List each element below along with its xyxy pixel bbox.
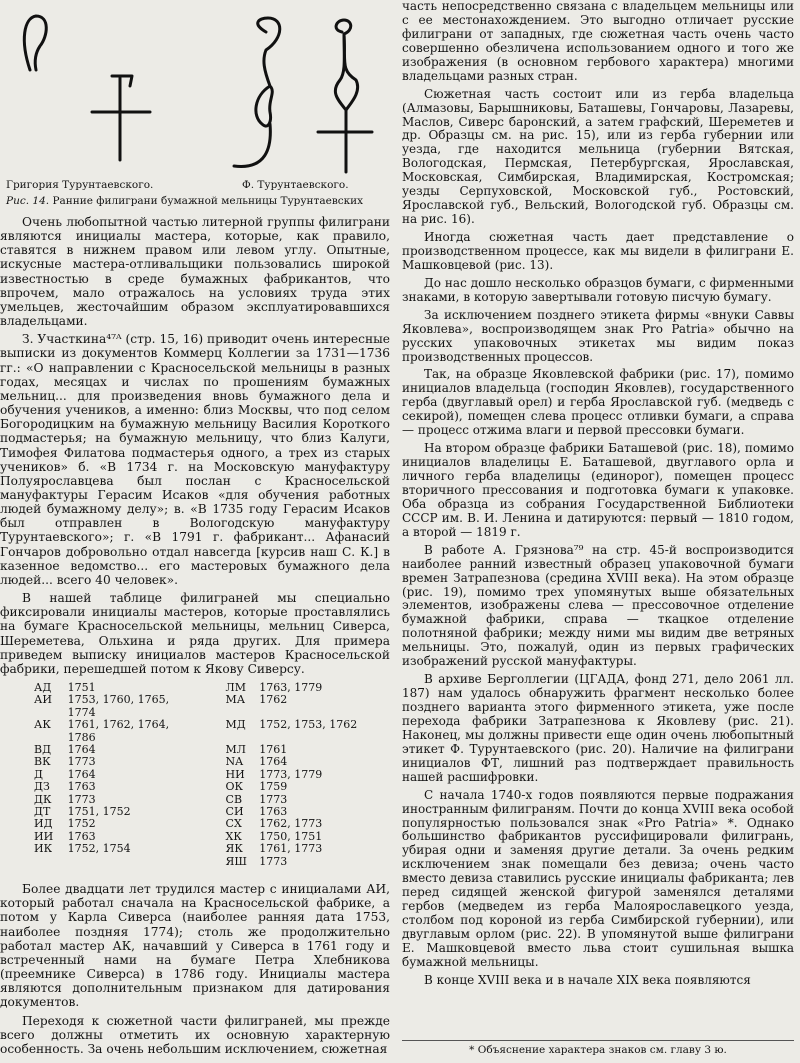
initials-cell: МД xyxy=(225,718,246,732)
table-gap xyxy=(198,806,225,818)
years-cell: 1761 xyxy=(259,743,288,757)
initials-cell: АИ xyxy=(34,693,52,707)
figure-14 xyxy=(0,0,390,215)
years-cell: 1750, 1751 xyxy=(259,829,323,843)
paragraph: Сюжетная часть состоит или из герба владельца (Алмазовы, Барышниковы, Баташевы, Гончаровы, Лазаревы, Маслов, Сиверс баронский, а затем графский, Шереметев и др. Образцы см. на рис. 15), или из герба губернии или уезда, где находится мельница (губернии Вятская, Вологодская, Пермская, Петербургская, Ярославская, Московская, Симбирская, Владимирская, Костромская; уезды Серпуховской, Московской губ., Ростовский, Ярославской губ., Вельский, Вологодской губ. Образцы см. на рис. 16). xyxy=(402,86,794,227)
years-cell: 1773 xyxy=(67,755,96,769)
right-column xyxy=(402,0,794,992)
initials-cell: ХК xyxy=(225,829,242,843)
paragraph: Переходя к сюжетной части филиграней, мы прежде всего должны отметить их основную характерную особенность. За очень небольшим исключением, сюжетная xyxy=(0,1013,390,1056)
paragraph: Очень любопытной частью литерной группы филиграни являются инициалы мастера, которые, как правило, ставятся в нижнем правом или левом углу. Опытные, искусные мастера-отливальщики пользовались широкой известностью в среде бумажных фабрикантов, что впрочем, мало отражалось на условиях труда этих умельцев, жесточайшим образом эксплуатировавшихся владельцами. xyxy=(0,215,390,329)
paragraph: Более двадцати лет трудился мастер с инициалами АИ, который работал сначала на Красносельской фабрике, а потом у Карла Сиверса (наиболее ранняя дата 1753, наиболее поздняя 1774); столь же продолжительно работал мастер АК, начавший у Сиверса в 1761 году и встреченный нами на бумаге Петра Хлебникова (преемнике Сиверса) в 1786 году. Инициалы мастера являются дополнительным признаком для датирования документов. xyxy=(0,882,390,1010)
initials-cell: АД xyxy=(34,681,52,694)
table-gap xyxy=(198,694,225,719)
years-cell: 1773 xyxy=(259,792,288,806)
initials-cell: ИД xyxy=(34,817,53,831)
years-cell: 1761, 1762, 1764, 1786 xyxy=(67,718,170,744)
years-cell: 1773 xyxy=(259,854,288,868)
years-cell: 1763 xyxy=(67,829,96,843)
footnote: * Объяснение характера знаков см. главу 3 ю. xyxy=(402,1040,794,1056)
initials-cell xyxy=(34,856,68,868)
table-row xyxy=(34,843,390,855)
paragraph: За исключением позднего этикета фирмы «внуки Саввы Яковлева», воспроизводящем знак Pro Patria» обычно на русских упаковочных этикетах мы видим показ производственных процессов. xyxy=(402,307,794,364)
initials-cell: ЯШ xyxy=(225,854,247,868)
table-gap xyxy=(198,818,225,830)
initials-cell: NA xyxy=(225,755,244,769)
initials-cell: Д xyxy=(34,767,43,781)
initials-cell: ОК xyxy=(225,780,244,794)
initials-cell: ИК xyxy=(34,842,53,856)
table-gap xyxy=(198,856,225,868)
initials-cell: ДЗ xyxy=(34,780,50,794)
table-row xyxy=(34,856,390,868)
paragraph: Иногда сюжетная часть дает представление о производственном процессе, как мы видели в филиграни Е. Машковцевой (рис. 13). xyxy=(402,230,794,272)
paragraph: В архиве Берголлегии (ЦГАДА, фонд 271, дело 2061 лл. 187) нам удалось обнаружить фрагмент несколько более позднего варианта этого фирменного этикета, уже после перехода фабрики Затрапезнова к Яковлеву (рис. 21). Наконец, мы должны привести еще один очень любопытный этикет Ф. Турунтаевского (рис. 20). Наличие на филиграни инициалов ФТ, лишний раз подтверждает правильность нашей расшифровки. xyxy=(402,672,794,784)
table-gap xyxy=(198,682,225,694)
paragraph: С начала 1740-х годов появляются первые подражания иностранным филиграням. Почти до конца XVIII века особой популярностью пользовался знак «Pro Patria» *. Однако большинство фабрикантов руссифицировали филигрань, убирая одни и заменяя другие детали. За очень редким исключением знак помещали без девиза; очень часто вместо девиза ставились русские инициалы фабриканта; лев перед сидящей женской фигурой заменялся деталями гербов (медведем из герба Малоярославецкого уезда, столбом под короной из герба Симбирской губернии), или двуглавым орлом (рис. 22). В упомянутой выше филиграни Е. Машковцевой вместо льва стоит сушильная вышка бумажной мельницы. xyxy=(402,787,794,969)
right-body xyxy=(402,0,794,988)
paragraph: Так, на образце Яковлевской фабрики (рис. 17), помимо инициалов владельца (господин Яковлев), государственного герба (двуглавый орел) и герба Ярославской губ. (медведь с секирой), помещен слева процесс отливки бумаги, а справа — процесс отжима влаги и первой прессовки бумаги. xyxy=(402,367,794,438)
years-cell: 1752, 1753, 1762 xyxy=(259,718,358,732)
years-cell: 1764 xyxy=(67,743,96,757)
paragraph: часть непосредственно связана с владельцем мельницы или с ее местонахождением. Это выгодно отличает русские филиграни от западных, где сюжетная часть очень часто совершенно обезличена использованием одного и того же изображения (в основном гербового характера) многими владельцами разных стран. xyxy=(402,0,794,83)
initials-cell: ВК xyxy=(34,755,51,769)
watermark-drawings xyxy=(0,0,390,180)
table-gap xyxy=(198,794,225,806)
initials-cell: МЛ xyxy=(225,743,246,757)
initials-cell: ЛМ xyxy=(225,681,246,694)
years-cell: 1751, 1752 xyxy=(67,805,131,819)
table-row xyxy=(34,756,390,768)
initials-cell: СХ xyxy=(225,817,242,831)
initials-cell: МА xyxy=(225,693,246,707)
years-cell: 1763 xyxy=(259,805,288,819)
table-gap xyxy=(198,831,225,843)
years-cell: 1751 xyxy=(67,681,96,694)
years-cell: 1752, 1754 xyxy=(67,842,131,856)
table-row xyxy=(34,818,390,830)
initials-cell: НИ xyxy=(225,767,245,781)
years-cell: 1773 xyxy=(67,792,96,806)
paragraph: В нашей таблице филиграней мы специально фиксировали инициалы мастеров, которые проставлялись на бумаге Красносельской мельницы, мельниц Сиверса, Шереметева, Ольхина и ряда других. Для примера приведем выписку инициалов мастеров Красносельской фабрики, перешедшей потом к Якову Сиверсу. xyxy=(0,591,390,676)
left-column xyxy=(0,0,390,1060)
watermark-gt-loop xyxy=(24,16,46,70)
table-gap xyxy=(198,744,225,756)
years-cell: 1773, 1779 xyxy=(259,767,323,781)
caption-gt: Григория Турунтаевского. xyxy=(6,179,154,191)
table-gap xyxy=(198,843,225,855)
years-cell: 1761, 1773 xyxy=(259,842,323,856)
table-gap xyxy=(198,756,225,768)
watermark-ft-right xyxy=(318,20,372,172)
table-row xyxy=(34,719,390,744)
initials-cell: ИИ xyxy=(34,829,54,843)
paragraph: До нас дошло несколько образцов бумаги, с фирменными знаками, в которую завертывали готовую писчую бумагу. xyxy=(402,275,794,304)
left-body xyxy=(0,215,390,1056)
caption-text: Ранние филиграни бумажной мельницы Турунтаевских xyxy=(52,195,364,207)
paragraph: На втором образце фабрики Баташевой (рис. 18), помимо инициалов владелицы Е. Баташевой, двуглавого орла и личного герба владелицы (единорог), помещен процесс вторичного прессования и подготовка бумаги к упаковке. Оба образца из собрания Государственной Библиотеки СССР им. В. И. Ленина и датируются: первый — 1810 годом, а второй — 1819 г. xyxy=(402,441,794,539)
initials-cell: ЯК xyxy=(225,842,243,856)
table-gap xyxy=(198,769,225,781)
years-cell: 1763, 1779 xyxy=(259,681,323,694)
table-row xyxy=(34,694,390,719)
table-row xyxy=(34,781,390,793)
figure-caption xyxy=(6,195,363,207)
table-gap xyxy=(198,719,225,744)
initials-cell: ДК xyxy=(34,792,52,806)
years-cell xyxy=(68,856,199,868)
years-cell: 1759 xyxy=(259,780,288,794)
watermark-ft-left xyxy=(234,18,280,166)
initials-cell: ДТ xyxy=(34,805,51,819)
years-cell: 1762, 1773 xyxy=(259,817,323,831)
years-cell: 1763 xyxy=(67,780,96,794)
paragraph: В работе А. Грязнова⁷⁹ на стр. 45-й воспроизводится наиболее ранний известный образец упаковочной бумаги времен Затрапезнова (средина XVIII века). На этом образце (рис. 19), помимо трех упомянутых выше обязательных элементов, изображены слева — прессовочное отделение бумажной фабрики, справа — ткацкое отделение полотняной фабрики; между ними мы видим две ветряных мельницы. Это, пожалуй, один из первых графических изображений русской мануфактуры. xyxy=(402,542,794,669)
caption-ft: Ф. Турунтаевского. xyxy=(242,179,349,191)
paragraph: В конце XVIII века и в начале XIX века появляются xyxy=(424,972,751,987)
years-cell: 1764 xyxy=(67,767,96,781)
watermark-gt-cross xyxy=(92,76,150,160)
initials-cell: АК xyxy=(34,718,51,732)
initials-cell: ВД xyxy=(34,743,52,757)
initials-cell: СВ xyxy=(225,792,243,806)
years-cell: 1764 xyxy=(259,755,288,769)
caption-label: Рис. 14. xyxy=(6,195,50,207)
years-cell: 1753, 1760, 1765, 1774 xyxy=(67,693,170,719)
table-gap xyxy=(198,781,225,793)
years-cell: 1762 xyxy=(259,693,288,707)
paragraph: З. Участкина⁴⁷ᴬ (стр. 15, 16) приводит очень интересные выписки из документов Коммерц Коллегии за 1731—1736 гг.: «О направлении с Красносельской мельницы в разных годах, месяцах и числах по прошениям бумажных мельниц... для произведения вновь бумажного дела и обучения учеников, а именно: близ Москвы, что под селом Богородицким на бумажную мельницу Василия Короткого подмастерья; на бумажную мельницу, что близ Калуги, Тимофея Филатова подмастерья одного, а трех из старых учеников» б. «В 1734 г. на Московскую мануфактуру Полуярославцева был послан с Красносельской мануфактуры Герасим Исаков «для обучения работных людей бумажному делу»; в. «В 1735 году Герасим Исаков был отправлен в Вологодскую мануфактуру Турунтаевского»; г. «В 1791 г. фабрикант... Афанасий Гончаров добровольно отдал навсегда [курсив наш С. К.] в казенное ведомство... его мастеровых бумажного дела людей... всего 40 человек». xyxy=(0,332,390,587)
initials-cell: СИ xyxy=(225,805,244,819)
years-cell: 1752 xyxy=(67,817,96,831)
initials-table xyxy=(34,682,390,868)
